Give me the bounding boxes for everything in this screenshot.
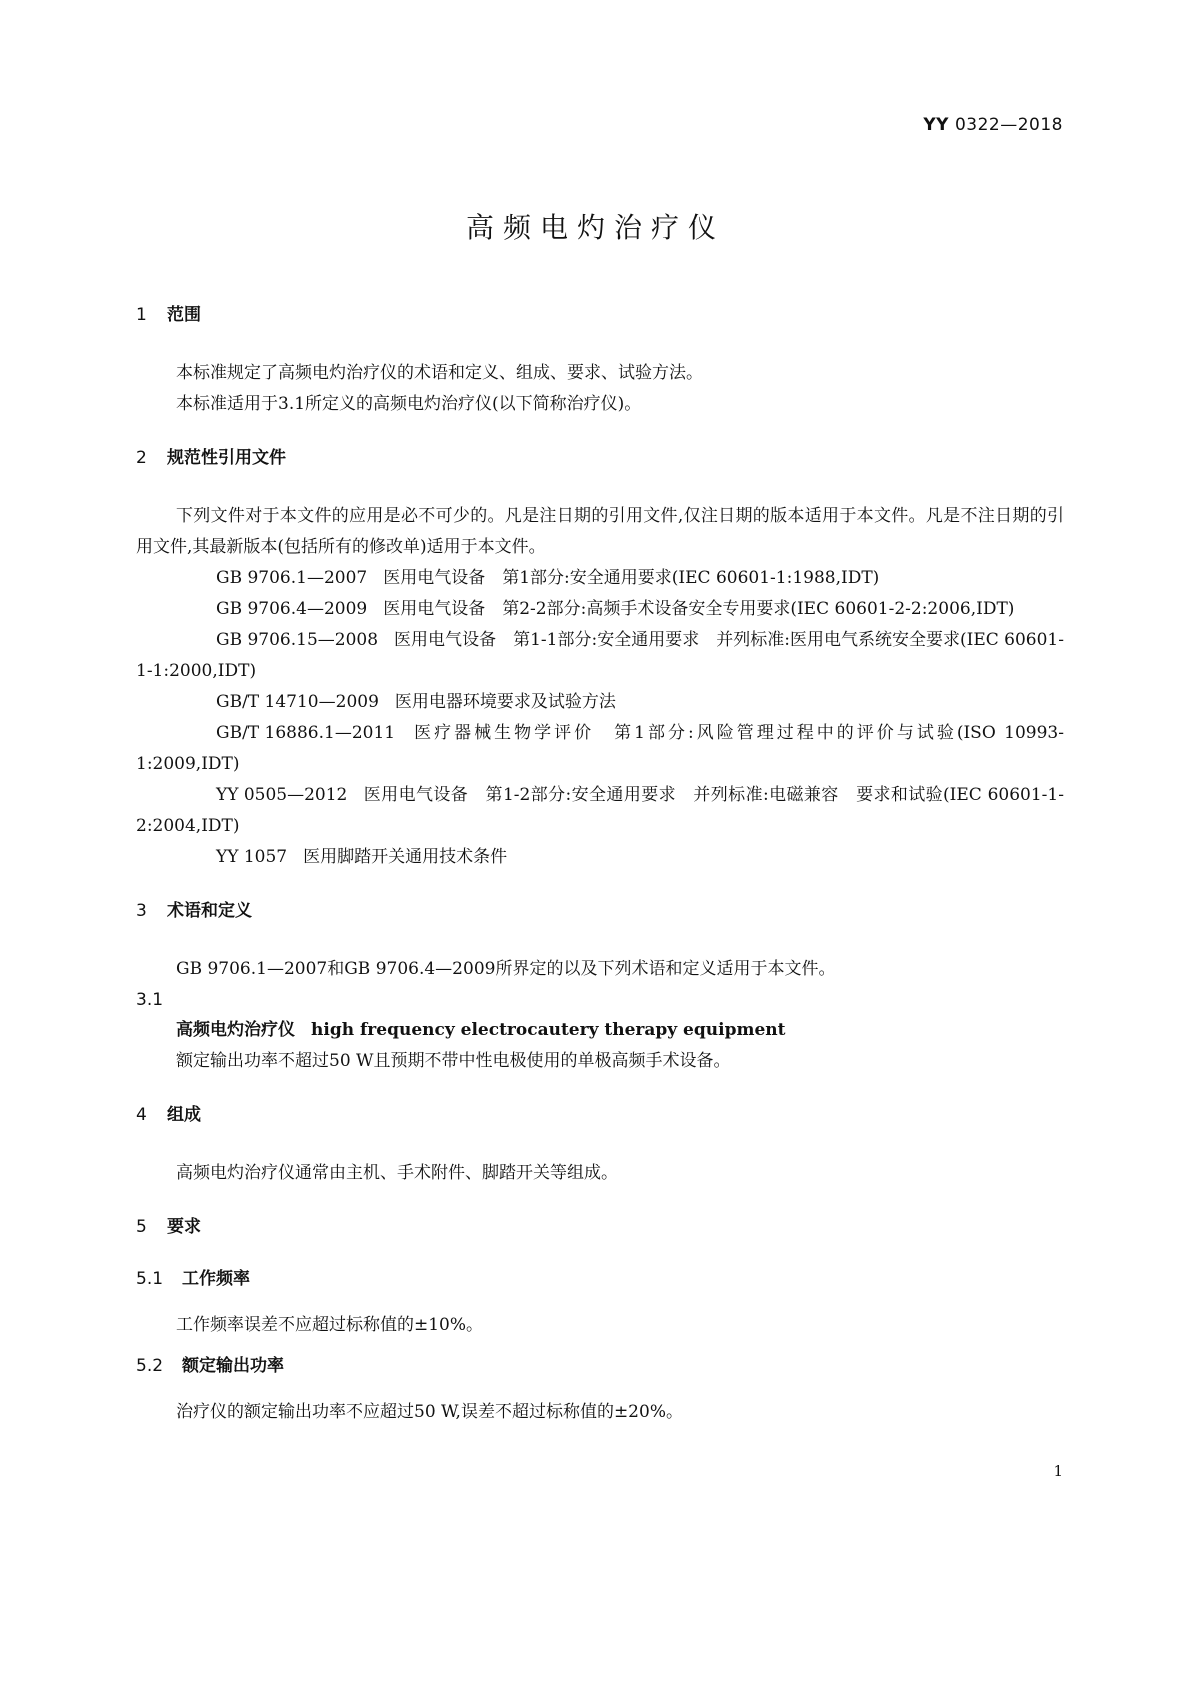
subsection-title: 工作频率	[182, 1269, 250, 1289]
term-english: high frequency electrocautery therapy equipment	[311, 1020, 786, 1040]
standard-number: 0322—2018	[954, 115, 1063, 135]
reference-title: 医用电气设备 第2-2部分:高频手术设备安全专用要求(IEC 60601-2-2:2006,IDT)	[383, 599, 1015, 619]
reference-code: YY 1057	[216, 847, 288, 867]
reference-code: GB 9706.15—2008	[216, 630, 379, 650]
reference-title: 医用电气设备 第1部分:安全通用要求(IEC 60601-1:1988,IDT)	[383, 568, 880, 588]
reference-item	[136, 718, 1064, 780]
section-title: 组成	[167, 1105, 201, 1125]
section-4-heading	[136, 1100, 1064, 1130]
section-title: 规范性引用文件	[167, 448, 286, 468]
subsection-5-2-heading	[136, 1351, 1064, 1381]
section-number: 3	[136, 901, 147, 921]
reference-item	[136, 842, 1064, 873]
section-number: 1	[136, 305, 147, 325]
document-body	[136, 300, 1064, 1428]
paragraph: 高频电灼治疗仪通常由主机、手术附件、脚踏开关等组成。	[176, 1163, 618, 1183]
section-title: 术语和定义	[167, 901, 252, 921]
reference-title: 医用电气设备 第1-1部分:安全通用要求 并列标准:医用电气系统安全要求(IEC 60601-1-1:2000,IDT)	[136, 630, 1064, 681]
reference-title: 医用电气设备 第1-2部分:安全通用要求 并列标准:电磁兼容 要求和试验(IEC 60601-1-2:2004,IDT)	[136, 785, 1064, 836]
page-number: 1	[1053, 1462, 1063, 1480]
reference-item	[136, 687, 1064, 718]
term-chinese: 高频电灼治疗仪	[176, 1020, 295, 1040]
reference-code: GB 9706.4—2009	[216, 599, 368, 619]
reference-title: 医用脚踏开关通用技术条件	[303, 847, 508, 867]
section-5-heading	[136, 1212, 1064, 1242]
paragraph: 下列文件对于本文件的应用是必不可少的。凡是注日期的引用文件,仅注日期的版本适用于本文件。凡是不注日期的引用文件,其最新版本(包括所有的修改单)适用于本文件。	[136, 506, 1064, 557]
section-3-heading	[136, 896, 1064, 926]
subsection-number: 5.2	[136, 1356, 164, 1376]
reference-item	[136, 594, 1064, 625]
term-number: 3.1	[136, 990, 164, 1010]
reference-title: 医疗器械生物学评价 第1部分:风险管理过程中的评价与试验(ISO 10993-1:2009,IDT)	[136, 723, 1064, 774]
section-title: 要求	[167, 1217, 201, 1237]
standard-prefix: YY	[923, 115, 949, 135]
paragraph: 本标准适用于3.1所定义的高频电灼治疗仪(以下简称治疗仪)。	[176, 394, 642, 414]
subsection-number: 5.1	[136, 1269, 164, 1289]
term-definition: 额定输出功率不超过50 W且预期不带中性电极使用的单极高频手术设备。	[176, 1051, 731, 1071]
reference-code: YY 0505—2012	[216, 785, 348, 805]
section-number: 2	[136, 448, 147, 468]
paragraph: 治疗仪的额定输出功率不应超过50 W,误差不超过标称值的±20%。	[176, 1402, 683, 1422]
reference-code: GB/T 14710—2009	[216, 692, 379, 712]
reference-item	[136, 625, 1064, 687]
term-title	[136, 1015, 1064, 1046]
document-title: 高频电灼治疗仪	[465, 211, 725, 244]
paragraph: 工作频率误差不应超过标称值的±10%。	[176, 1315, 484, 1335]
subsection-title: 额定输出功率	[182, 1356, 284, 1376]
paragraph: GB 9706.1—2007和GB 9706.4—2009所界定的以及下列术语和定义适用于本文件。	[176, 959, 836, 979]
reference-code: GB 9706.1—2007	[216, 568, 368, 588]
section-title: 范围	[167, 305, 201, 325]
reference-item	[136, 563, 1064, 594]
section-number: 4	[136, 1105, 147, 1125]
subsection-5-1-heading	[136, 1264, 1064, 1294]
reference-title: 医用电器环境要求及试验方法	[394, 692, 616, 712]
section-2-heading	[136, 443, 1064, 473]
section-1-heading	[136, 300, 1064, 330]
paragraph: 本标准规定了高频电灼治疗仪的术语和定义、组成、要求、试验方法。	[176, 363, 703, 383]
reference-item	[136, 780, 1064, 842]
standard-code	[923, 115, 1063, 135]
reference-code: GB/T 16886.1—2011	[216, 723, 396, 743]
section-number: 5	[136, 1217, 147, 1237]
